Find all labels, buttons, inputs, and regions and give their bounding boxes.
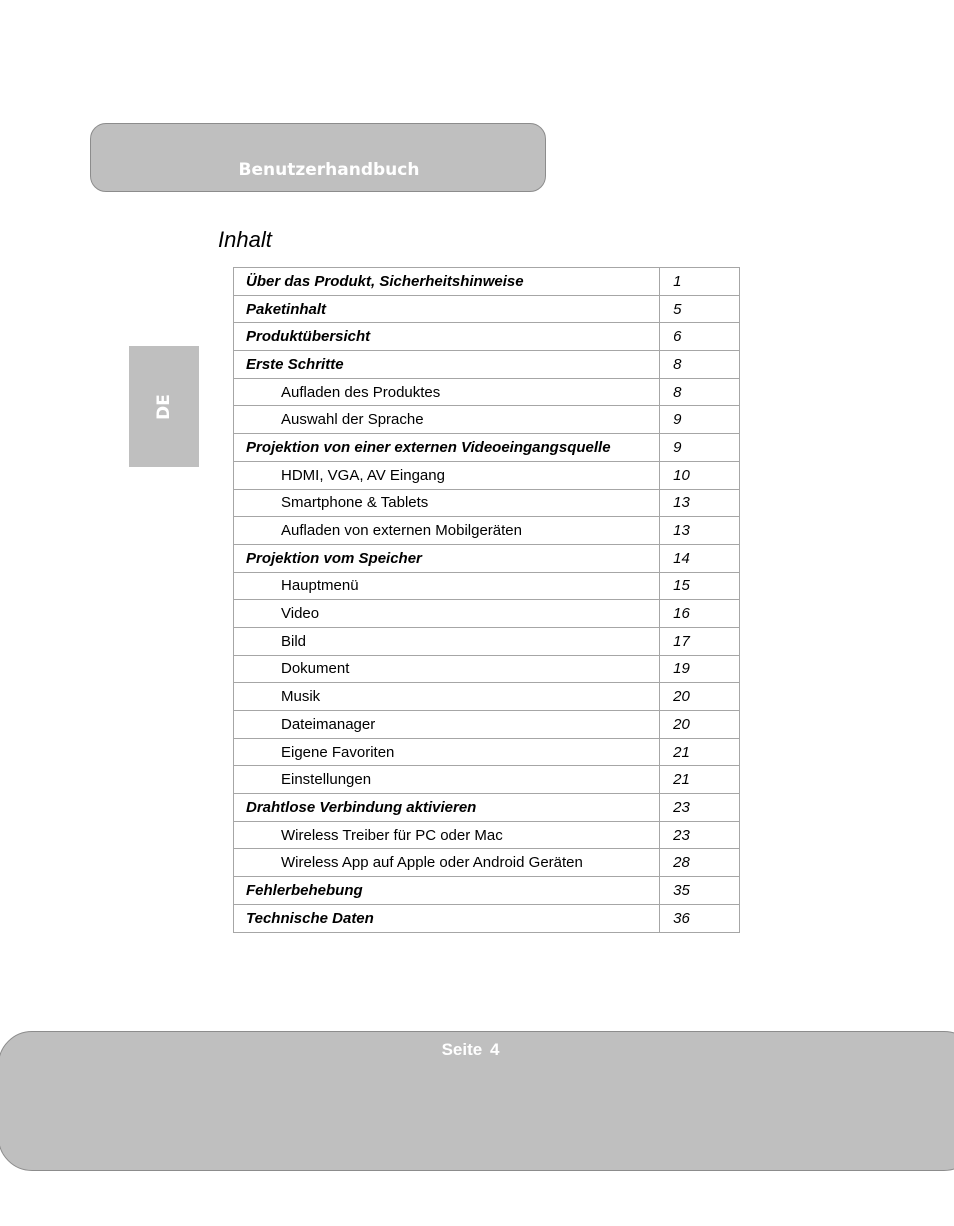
toc-entry-page: 9 xyxy=(660,406,740,434)
toc-row[interactable] xyxy=(234,517,740,545)
toc-entry-title: Wireless App auf Apple oder Android Geräten xyxy=(234,849,660,877)
toc-entry-page: 20 xyxy=(660,711,740,739)
toc-entry-page: 19 xyxy=(660,655,740,683)
toc-row[interactable] xyxy=(234,406,740,434)
toc-entry-page: 23 xyxy=(660,794,740,822)
toc-entry-title: Einstellungen xyxy=(234,766,660,794)
toc-row[interactable] xyxy=(234,434,740,462)
toc-entry-title: Erste Schritte xyxy=(234,351,660,379)
toc-entry-page: 15 xyxy=(660,572,740,600)
toc-row[interactable] xyxy=(234,683,740,711)
toc-entry-title: Dokument xyxy=(234,655,660,683)
toc-entry-title: Wireless Treiber für PC oder Mac xyxy=(234,821,660,849)
toc-entry-page: 6 xyxy=(660,323,740,351)
toc-row[interactable] xyxy=(234,821,740,849)
toc-heading: Inhalt xyxy=(218,227,272,252)
toc-entry-page: 13 xyxy=(660,517,740,545)
toc-entry-page: 1 xyxy=(660,268,740,296)
toc-entry-title: Dateimanager xyxy=(234,711,660,739)
toc-row[interactable] xyxy=(234,572,740,600)
toc-entry-page: 36 xyxy=(660,904,740,932)
toc-row[interactable] xyxy=(234,849,740,877)
toc-row[interactable] xyxy=(234,489,740,517)
toc-row[interactable] xyxy=(234,268,740,296)
toc-entry-title: Technische Daten xyxy=(234,904,660,932)
toc-entry-page: 17 xyxy=(660,627,740,655)
toc-row[interactable] xyxy=(234,711,740,739)
toc-entry-title: Bild xyxy=(234,627,660,655)
toc-entry-title: Aufladen von externen Mobilgeräten xyxy=(234,517,660,545)
toc-entry-title: Hauptmenü xyxy=(234,572,660,600)
language-tab xyxy=(129,346,199,467)
toc-entry-title: Über das Produkt, Sicherheitshinweise xyxy=(234,268,660,296)
page-number: Seite 4 xyxy=(441,1040,500,1059)
toc-entry-title: Paketinhalt xyxy=(234,295,660,323)
toc-entry-page: 21 xyxy=(660,738,740,766)
toc-entry-title: Projektion von einer externen Videoeingangsquelle xyxy=(234,434,660,462)
toc-entry-page: 5 xyxy=(660,295,740,323)
toc-entry-page: 20 xyxy=(660,683,740,711)
toc-row[interactable] xyxy=(234,351,740,379)
toc-entry-title: Video xyxy=(234,600,660,628)
toc-row[interactable] xyxy=(234,378,740,406)
toc-row[interactable] xyxy=(234,794,740,822)
toc-entry-page: 21 xyxy=(660,766,740,794)
toc-entry-title: Aufladen des Produktes xyxy=(234,378,660,406)
toc-row[interactable] xyxy=(234,766,740,794)
toc-entry-page: 16 xyxy=(660,600,740,628)
toc-entry-page: 23 xyxy=(660,821,740,849)
language-label: DE xyxy=(154,393,174,420)
toc-entry-title: Musik xyxy=(234,683,660,711)
document-title: Benutzerhandbuch xyxy=(238,160,420,180)
toc-entry-page: 10 xyxy=(660,461,740,489)
header-banner xyxy=(90,123,546,192)
toc-entry-title: Drahtlose Verbindung aktivieren xyxy=(234,794,660,822)
toc-entry-page: 8 xyxy=(660,351,740,379)
table-of-contents xyxy=(233,267,740,933)
toc-entry-title: Produktübersicht xyxy=(234,323,660,351)
toc-row[interactable] xyxy=(234,323,740,351)
toc-row[interactable] xyxy=(234,904,740,932)
toc-row[interactable] xyxy=(234,544,740,572)
toc-entry-page: 8 xyxy=(660,378,740,406)
toc-entry-title: Smartphone & Tablets xyxy=(234,489,660,517)
toc-body xyxy=(234,268,740,933)
toc-entry-page: 35 xyxy=(660,877,740,905)
toc-row[interactable] xyxy=(234,461,740,489)
toc-row[interactable] xyxy=(234,600,740,628)
toc-row[interactable] xyxy=(234,627,740,655)
toc-entry-page: 28 xyxy=(660,849,740,877)
toc-entry-title: Fehlerbehebung xyxy=(234,877,660,905)
toc-row[interactable] xyxy=(234,295,740,323)
toc-entry-page: 9 xyxy=(660,434,740,462)
toc-entry-title: Projektion vom Speicher xyxy=(234,544,660,572)
toc-row[interactable] xyxy=(234,877,740,905)
toc-row[interactable] xyxy=(234,738,740,766)
toc-entry-page: 14 xyxy=(660,544,740,572)
toc-row[interactable] xyxy=(234,655,740,683)
toc-entry-title: Eigene Favoriten xyxy=(234,738,660,766)
toc-entry-title: HDMI, VGA, AV Eingang xyxy=(234,461,660,489)
toc-entry-title: Auswahl der Sprache xyxy=(234,406,660,434)
toc-entry-page: 13 xyxy=(660,489,740,517)
